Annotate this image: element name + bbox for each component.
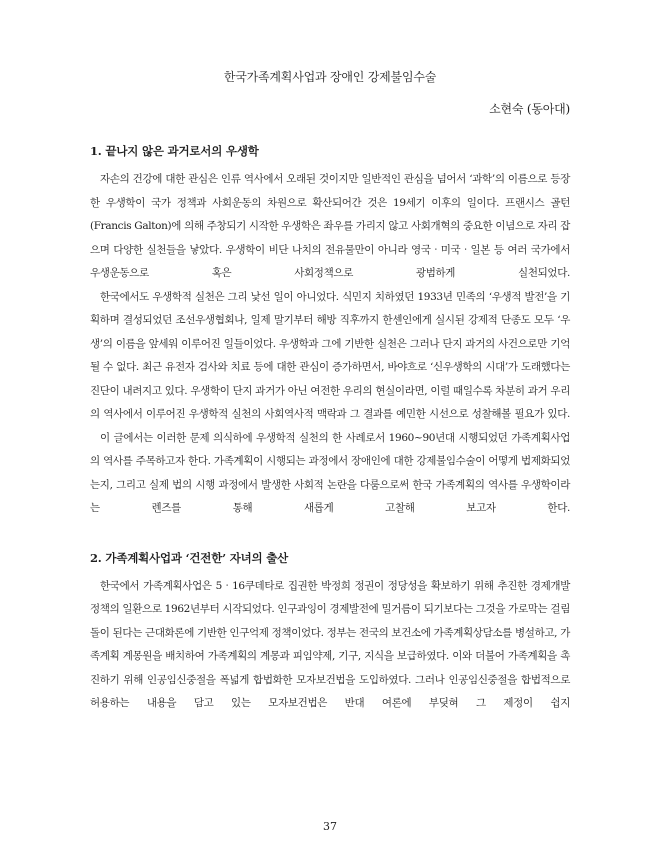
page-number: 37 [323,820,337,833]
section-heading: 2. 가족계획사업과 ‘건전한’ 자녀의 출산 [90,550,289,565]
paragraph: 이 글에서는 이러한 문제 의식하에 우생학적 실천의 한 사례로서 1960~90년대 시행되었던 가족계획사업의 역사를 주목하고자 한다. 가족계획이 시행되는 과정에서 장애인에 대한 강제불임수술이 어떻게 법제화되었는지, 그리고 실제 법의 시행 과정에서 발생한 사회적 논란을 다룸으로써 한국 가족계획의 역사를 우생학이라는 렌즈를 통해 새롭게 고찰해 보고자 한다. [90,431,570,514]
section-heading: 1. 끝나지 않은 과거로서의 우생학 [90,144,259,158]
section-1 [90,140,570,521]
document-author: 소현숙 (동아대) [489,102,570,116]
document-title: 한국가족계획사업과 장애인 강제불임수술 [223,70,437,84]
document-body [90,140,570,716]
paragraph: 자손의 건강에 대한 관심은 인류 역사에서 오래된 것이지만 일반적인 관심을 넘어서 ‘과학’의 이름으로 등장한 우생학이 국가 정책과 사회운동의 차원으로 확산되어간 것은 19세기 이후의 일이다. 프랜시스 골턴(Francis Galton)에 의해 주창되기 시작한 우생학은 좌우를 가리지 않고 사회개혁의 중요한 이념으로 자리 잡으며 다양한 실천들을 낳았다. 우생학이 비단 나치의 전유물만이 아니라 영국‧미국‧일본 등 여러 국가에서 우생운동으로 혹은 사회정책으로 광범하게 실천되었다. [90,173,570,279]
section-2 [90,547,570,716]
paragraph: 한국에서 가족계획사업은 5‧16쿠데타로 집권한 박정희 정권이 정당성을 확보하기 위해 추진한 경제개발정책의 일환으로 1962년부터 시작되었다. 인구과잉이 경제발전에 밀거름이 되기보다는 그것을 가로막는 걸림돌이 된다는 근대화론에 기반한 인구억제 정책이었다. 정부는 전국의 보건소에 가족계획상담소를 병설하고, 가족계획 계몽원을 배치하여 가족계획의 계몽과 피임약제, 기구, 지식을 보급하였다. 이와 더불어 가족계획을 촉진하기 위해 인공임신중절을 폭넓게 합법화한 모자보건법을 도입하였다. 그러나 인공임신중절을 합법적으로 허용하는 내용을 담고 있는 모자보건법은 반대 여론에 부딪혀 그 제정이 쉽지 [90,579,570,709]
paragraph: 한국에서도 우생학적 실천은 그리 낯선 일이 아니었다. 식민지 치하였던 1933년 민족의 ‘우생적 발전’을 기획하며 결성되었던 조선우생협회나, 일제 말기부터 해방 직후까지 한센인에게 실시된 강제적 단종도 모두 ‘우생’의 이름을 앞세워 이루어진 일들이었다. 우생학과 그에 기반한 실천은 그러나 단지 과거의 사건으로만 기억될 수 없다. 최근 유전자 검사와 치료 등에 대한 관심이 증가하면서, 바야흐로 ‘신우생학의 시대’가 도래했다는 진단이 내려지고 있다. 우생학이 단지 과거가 아닌 여전한 우리의 현실이라면, 이럴 때일수록 차분히 과거 우리의 역사에서 이루어진 우생학적 실천의 사회역사적 맥락과 그 결과를 예민한 시선으로 성찰해볼 필요가 있다. [90,290,570,420]
